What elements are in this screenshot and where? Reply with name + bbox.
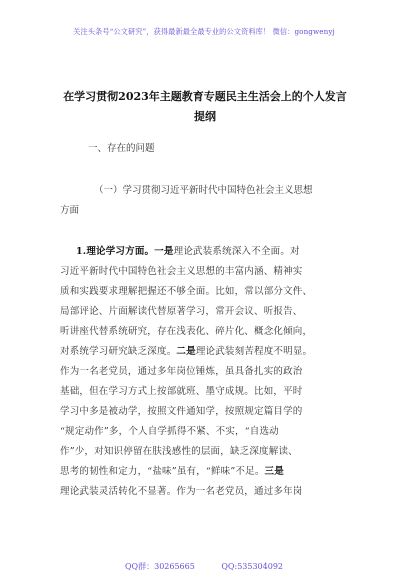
body-text: 对系统学习研究缺乏深度。	[60, 346, 177, 357]
body-line-12	[60, 463, 284, 477]
body-line-4: 局部评论、片面解读代替原著学习，常开会议、听报告、	[60, 306, 303, 317]
document-title-line-2: 提纲	[194, 110, 216, 123]
footer-qq-group: QQ群：30265665	[124, 562, 195, 571]
bold-lead: 1.理论学习方面。	[76, 246, 155, 257]
body-text: 思考的韧性和定力，“盐味”虽有，“鲜味”不足。	[60, 466, 265, 477]
section-heading: 一、存在的问题	[88, 143, 155, 154]
body-line-2: 习近平新时代中国特色社会主义思想的丰富内涵、精神实	[60, 266, 303, 277]
body-line-5: 听讲座代替系统研究，存在浅表化、碎片化、概念化倾向，	[60, 326, 313, 337]
body-line-3: 质和实践要求理解把握还不够全面。比如，常以部分文件、	[60, 286, 313, 297]
body-line-8: 基础，但在学习方式上按部就班、墨守成规。比如，平时	[60, 386, 303, 397]
body-line-13: 理论武装灵活转化不显著。作为一名老党员，通过多年岗	[60, 486, 303, 497]
body-text: 理论武装系统深入不全面。对	[173, 246, 300, 257]
bold-marker: 三是	[264, 466, 284, 477]
bold-marker: 二是	[176, 346, 196, 357]
body-line-10: “规定动作”多，个人自学抓得不紧、不实，“自选动	[60, 426, 279, 437]
header-watermark-note: 关注头条号“公文研究”，获得最新最全最专业的公文资料库！ 微信：gongwenyj	[73, 27, 335, 36]
footer-contact	[0, 561, 408, 572]
body-line-9: 学习中多是被动学，按照文件通知学，按照规定篇目学的	[60, 406, 303, 417]
bold-marker: 一是	[154, 246, 174, 257]
body-line-11: 作”少，对知识停留在肤浅感性的层面，缺乏深度解读、	[60, 446, 298, 457]
body-line-7: 作为一名老党员，通过多年岗位锤炼，虽具备扎实的政治	[60, 366, 303, 377]
subsection-heading-line-2: 方面	[60, 205, 80, 216]
footer-qq: QQ:535304092	[221, 562, 283, 571]
body-line-6	[60, 343, 312, 357]
subsection-heading-line-1: （一）学习贯彻习近平新时代中国特色社会主义思想	[94, 185, 313, 196]
document-title-line-1: 在学习贯彻2023年主题教育专题民主生活会上的个人发言	[63, 90, 347, 103]
body-text: 理论武装刻苦程度不明显。	[195, 346, 313, 357]
body-line-1	[76, 243, 300, 257]
